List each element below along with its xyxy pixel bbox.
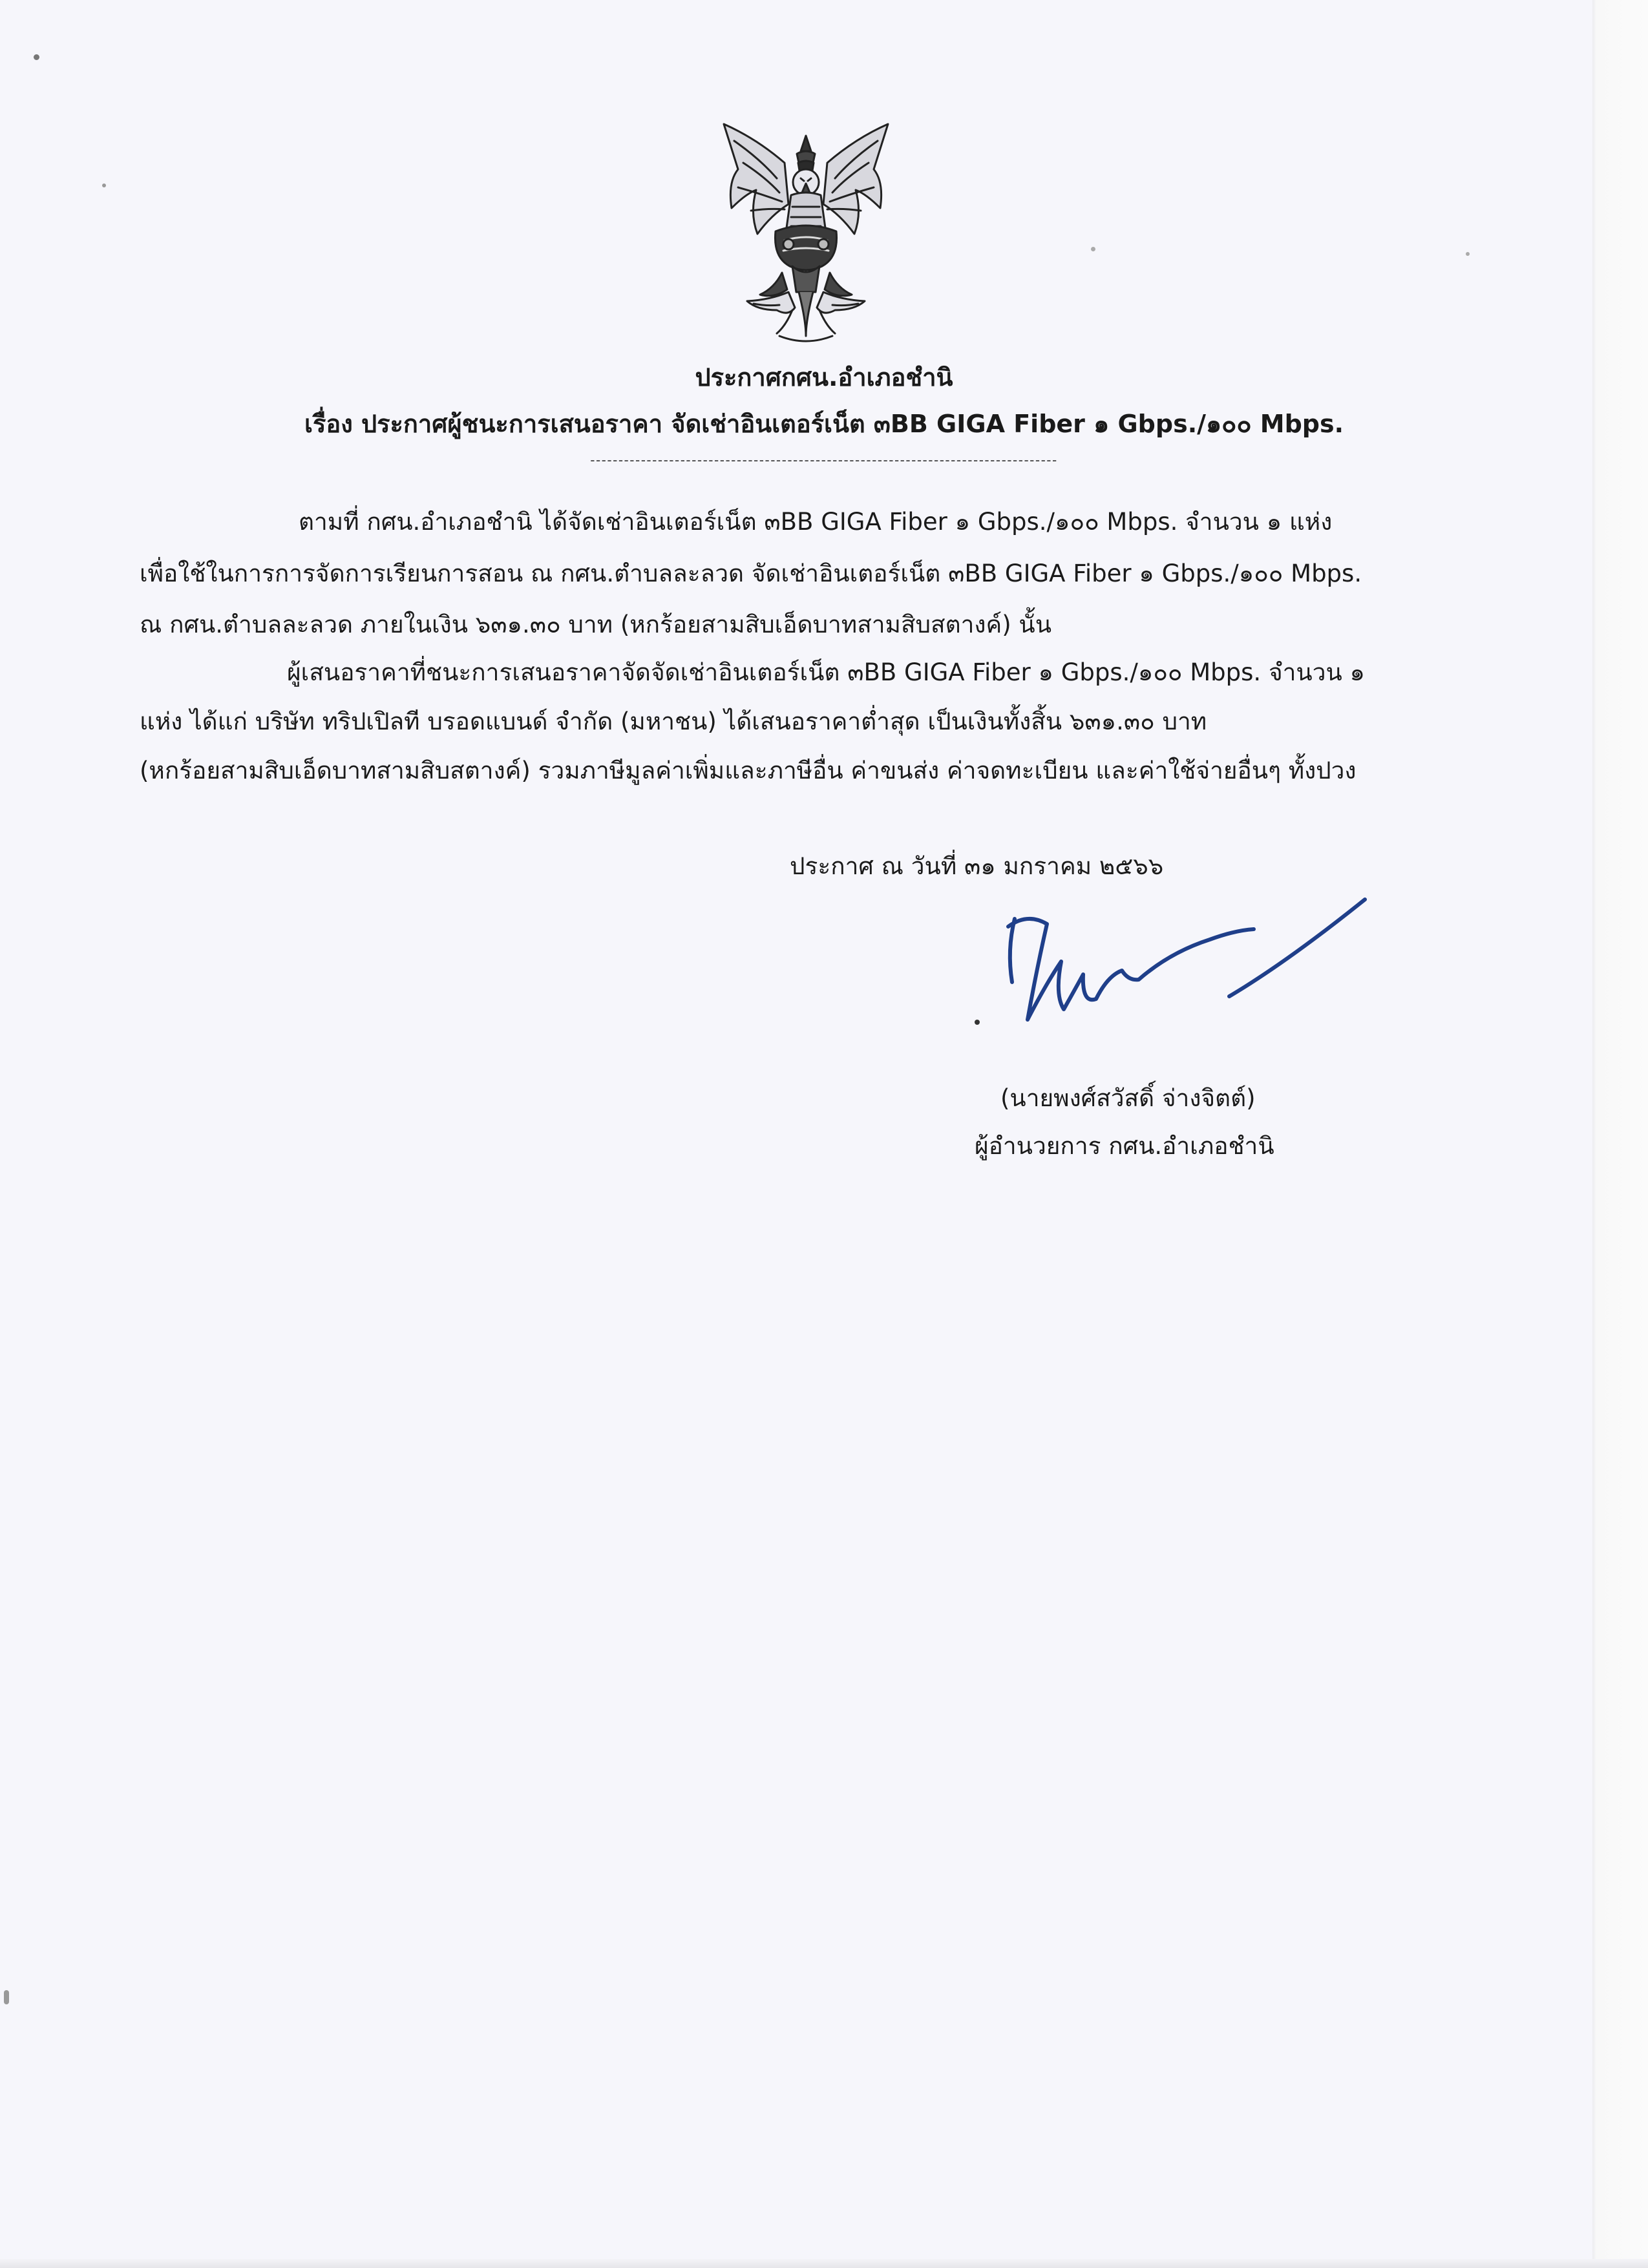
announcement-date: ประกาศ ณ วันที่ ๓๑ มกราคม ๒๕๖๖ <box>790 852 1164 880</box>
scan-speck <box>1091 247 1095 251</box>
scan-page-edge <box>1592 0 1648 2268</box>
body-line: ตามที่ กศน.อำเภอชำนิ ได้จัดเช่าอินเตอร์เน็ต ๓BB GIGA Fiber ๑ Gbps./๑๐๐ Mbps. จำนวน ๑ แห่ง <box>299 508 1333 536</box>
handwritten-signature <box>969 885 1383 1034</box>
scan-speck <box>34 54 39 60</box>
scan-bottom-edge <box>0 2259 1648 2268</box>
signer-position: ผู้อำนวยการ กศน.อำเภอชำนิ <box>975 1132 1274 1160</box>
announcement-title: ประกาศกศน.อำเภอชำนิ <box>695 363 953 392</box>
scan-speck <box>1466 252 1470 256</box>
announcement-subject: เรื่อง ประกาศผู้ชนะการเสนอราคา จัดเช่าอินเตอร์เน็ต ๓BB GIGA Fiber ๑ Gbps./๑๐๐ Mbps. <box>304 410 1344 438</box>
garuda-emblem-icon <box>712 123 900 349</box>
body-line: เพื่อใช้ในการการจัดการเรียนการสอน ณ กศน.ตำบลละลวด จัดเช่าอินเตอร์เน็ต ๓BB GIGA Fiber ๑ Gbps./๑๐๐ Mbps. <box>140 560 1362 587</box>
signer-name: (นายพงศ์สวัสดิ์ จ่างจิตต์) <box>1000 1084 1256 1112</box>
scan-speck <box>4 1990 9 2004</box>
body-line: แห่ง ได้แก่ บริษัท ทริปเปิลที บรอดแบนด์ จำกัด (มหาชน) ได้เสนอราคาต่ำสุด เป็นเงินทั้งสิ้น ๖๓๑.๓๐ บาท <box>140 708 1207 735</box>
scan-speck <box>102 184 106 187</box>
header-divider: ----------------------------------------------------------------------------------- <box>590 452 1058 468</box>
announcement-header <box>129 354 1519 473</box>
body-line: ณ กศน.ตำบลละลวด ภายในเงิน ๖๓๑.๓๐ บาท (หกร้อยสามสิบเอ็ดบาทสามสิบสตางค์) นั้น <box>140 611 1052 638</box>
body-line: ผู้เสนอราคาที่ชนะการเสนอราคาจัดจัดเช่าอินเตอร์เน็ต ๓BB GIGA Fiber ๑ Gbps./๑๐๐ Mbps. จำนวน ๑ <box>287 658 1366 686</box>
body-line: (หกร้อยสามสิบเอ็ดบาทสามสิบสตางค์) รวมภาษีมูลค่าเพิ่มและภาษีอื่น ค่าขนส่ง ค่าจดทะเบียน และค่าใช้จ่ายอื่นๆ ทั้งปวง <box>140 757 1357 784</box>
